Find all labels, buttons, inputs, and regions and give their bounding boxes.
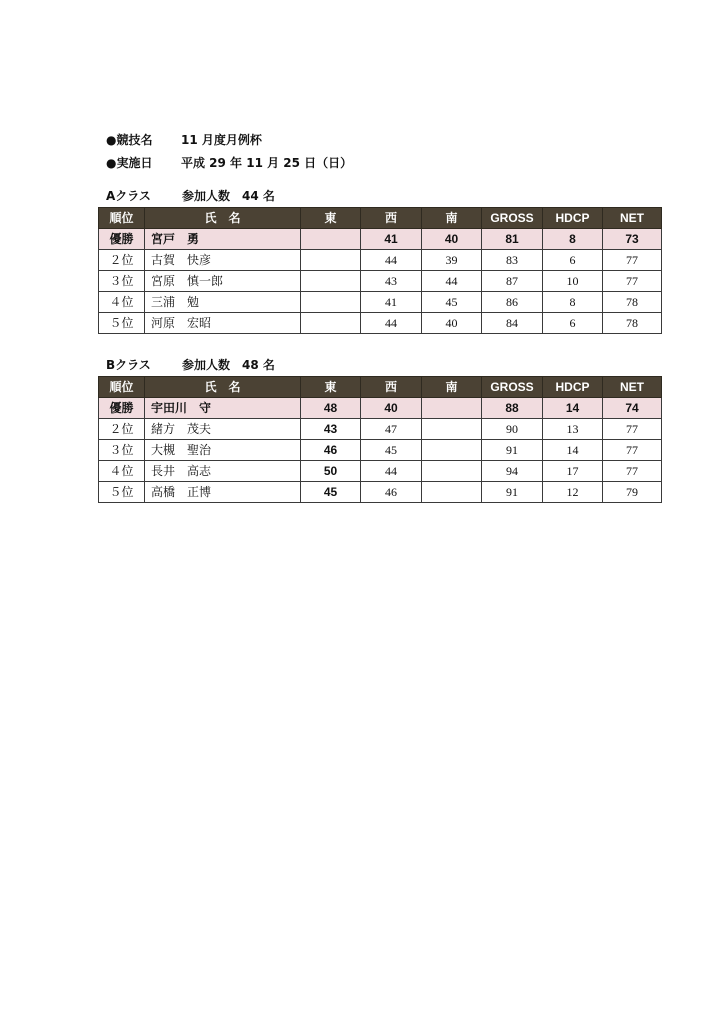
gross-cell: 87 (482, 271, 543, 292)
col-header-east: 東 (301, 208, 361, 229)
table-row (99, 461, 662, 482)
name-cell: 宮戸 勇 (145, 229, 301, 250)
south-cell: 40 (422, 313, 482, 334)
table-row (99, 271, 662, 292)
rank-cell: ３位 (99, 271, 145, 292)
gross-cell: 91 (482, 440, 543, 461)
rank-cell: 優勝 (99, 398, 145, 419)
gross-cell: 94 (482, 461, 543, 482)
west-cell: 43 (361, 271, 422, 292)
table-header-row (99, 208, 662, 229)
east-cell: 46 (301, 440, 361, 461)
east-cell (301, 313, 361, 334)
table-row (99, 440, 662, 461)
col-header-name: 氏 名 (145, 208, 301, 229)
event-label: ●競技名 (106, 133, 153, 147)
name-cell: 古賀 快彦 (145, 250, 301, 271)
hdcp-cell: 17 (543, 461, 603, 482)
class-a-name: Aクラス (106, 189, 151, 203)
table-row (99, 292, 662, 313)
west-cell: 40 (361, 398, 422, 419)
date-line (106, 156, 352, 170)
south-cell: 44 (422, 271, 482, 292)
west-cell: 44 (361, 250, 422, 271)
col-header-rank: 順位 (99, 208, 145, 229)
rank-cell: ２位 (99, 419, 145, 440)
class-a-results-table (98, 207, 662, 334)
south-cell (422, 482, 482, 503)
west-cell: 46 (361, 482, 422, 503)
south-cell: 40 (422, 229, 482, 250)
date-label: ●実施日 (106, 156, 153, 170)
rank-cell: 優勝 (99, 229, 145, 250)
net-cell: 77 (603, 271, 662, 292)
col-header-gross: GROSS (482, 208, 543, 229)
event-line (106, 133, 262, 147)
col-header-east: 東 (301, 377, 361, 398)
net-cell: 77 (603, 419, 662, 440)
class-b-participants: 参加人数 48 名 (182, 358, 275, 372)
net-cell: 77 (603, 250, 662, 271)
name-cell: 宇田川 守 (145, 398, 301, 419)
net-cell: 77 (603, 440, 662, 461)
net-cell: 78 (603, 292, 662, 313)
east-cell: 50 (301, 461, 361, 482)
table-header-row (99, 377, 662, 398)
name-cell: 大槻 聖治 (145, 440, 301, 461)
col-header-hdcp: HDCP (543, 377, 603, 398)
net-cell: 78 (603, 313, 662, 334)
net-cell: 73 (603, 229, 662, 250)
name-cell: 河原 宏昭 (145, 313, 301, 334)
hdcp-cell: 8 (543, 229, 603, 250)
east-cell (301, 271, 361, 292)
table-row (99, 229, 662, 250)
rank-cell: ５位 (99, 482, 145, 503)
col-header-west: 西 (361, 377, 422, 398)
rank-cell: ２位 (99, 250, 145, 271)
gross-cell: 88 (482, 398, 543, 419)
south-cell: 39 (422, 250, 482, 271)
west-cell: 44 (361, 461, 422, 482)
gross-cell: 83 (482, 250, 543, 271)
name-cell: 長井 高志 (145, 461, 301, 482)
east-cell (301, 250, 361, 271)
rank-cell: ５位 (99, 313, 145, 334)
col-header-net: NET (603, 208, 662, 229)
table-row (99, 313, 662, 334)
table-row (99, 398, 662, 419)
name-cell: 三浦 勉 (145, 292, 301, 313)
hdcp-cell: 6 (543, 250, 603, 271)
hdcp-cell: 12 (543, 482, 603, 503)
south-cell (422, 398, 482, 419)
west-cell: 41 (361, 229, 422, 250)
name-cell: 宮原 慎一郎 (145, 271, 301, 292)
east-cell: 43 (301, 419, 361, 440)
name-cell: 緒方 茂夫 (145, 419, 301, 440)
event-value: 11 月度月例杯 (181, 133, 262, 147)
west-cell: 41 (361, 292, 422, 313)
rank-cell: ４位 (99, 461, 145, 482)
net-cell: 79 (603, 482, 662, 503)
class-a-heading (106, 189, 275, 203)
col-header-name: 氏 名 (145, 377, 301, 398)
rank-cell: ４位 (99, 292, 145, 313)
east-cell (301, 229, 361, 250)
net-cell: 77 (603, 461, 662, 482)
class-b-heading (106, 358, 275, 372)
south-cell: 45 (422, 292, 482, 313)
west-cell: 44 (361, 313, 422, 334)
class-b-results-table (98, 376, 662, 503)
class-b-name: Bクラス (106, 358, 151, 372)
rank-cell: ３位 (99, 440, 145, 461)
hdcp-cell: 14 (543, 440, 603, 461)
col-header-west: 西 (361, 208, 422, 229)
date-value: 平成 29 年 11 月 25 日（日） (181, 156, 353, 170)
table-row (99, 250, 662, 271)
east-cell (301, 292, 361, 313)
south-cell (422, 419, 482, 440)
gross-cell: 84 (482, 313, 543, 334)
hdcp-cell: 14 (543, 398, 603, 419)
hdcp-cell: 13 (543, 419, 603, 440)
south-cell (422, 461, 482, 482)
south-cell (422, 440, 482, 461)
col-header-rank: 順位 (99, 377, 145, 398)
gross-cell: 91 (482, 482, 543, 503)
col-header-hdcp: HDCP (543, 208, 603, 229)
gross-cell: 86 (482, 292, 543, 313)
name-cell: 高橋 正博 (145, 482, 301, 503)
hdcp-cell: 8 (543, 292, 603, 313)
table-row (99, 482, 662, 503)
class-a-participants: 参加人数 44 名 (182, 189, 275, 203)
hdcp-cell: 10 (543, 271, 603, 292)
gross-cell: 90 (482, 419, 543, 440)
table-row (99, 419, 662, 440)
hdcp-cell: 6 (543, 313, 603, 334)
east-cell: 45 (301, 482, 361, 503)
col-header-south: 南 (422, 377, 482, 398)
col-header-net: NET (603, 377, 662, 398)
west-cell: 47 (361, 419, 422, 440)
gross-cell: 81 (482, 229, 543, 250)
col-header-south: 南 (422, 208, 482, 229)
west-cell: 45 (361, 440, 422, 461)
net-cell: 74 (603, 398, 662, 419)
col-header-gross: GROSS (482, 377, 543, 398)
east-cell: 48 (301, 398, 361, 419)
